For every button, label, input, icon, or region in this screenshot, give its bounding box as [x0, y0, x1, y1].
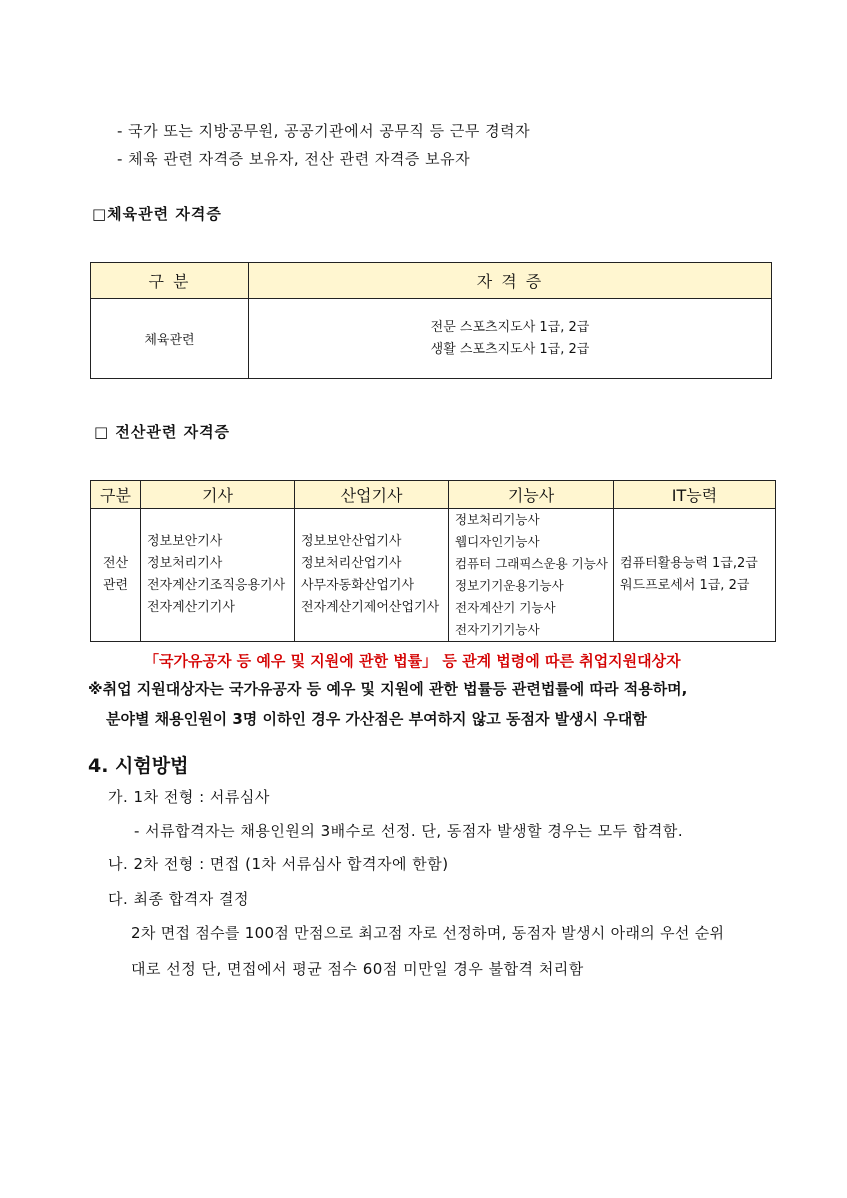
- it-header-it-ability: IT능력: [614, 481, 776, 509]
- sports-cert-list: [249, 299, 772, 379]
- notice-red-law: 「국가유공자 등 예우 및 지원에 관한 법률」 등 관계 법령에 따른 취업지원대상자: [144, 652, 681, 670]
- it-craftsman-item: 전자기기기능사: [455, 622, 540, 637]
- it-industrial-item: 정보처리산업기사: [301, 556, 402, 571]
- it-row-label-line: 전산: [102, 556, 129, 571]
- sports-col-cert-header: 자 격 증: [249, 263, 772, 299]
- exam-step-a-detail: - 서류합격자는 채용인원의 3배수로 선정. 단, 동점자 발생할 경우는 모두 합격함.: [134, 822, 684, 840]
- it-engineer-list: [141, 509, 295, 642]
- sports-row-label: 체육관련: [91, 299, 249, 379]
- exam-step-b: 나. 2차 전형 : 면접 (1차 서류심사 합격자에 한함): [108, 855, 449, 873]
- it-header-craftsman: 기능사: [449, 481, 614, 509]
- it-ability-item: 워드프로세서 1급, 2급: [620, 578, 750, 593]
- it-engineer-item: 전자계산기기사: [147, 600, 235, 615]
- sports-cert-table: [90, 262, 772, 379]
- it-cert-table: [90, 480, 776, 642]
- it-row-label: [91, 509, 141, 642]
- it-industrial-item: 전자계산기제어산업기사: [301, 600, 440, 615]
- section-4-title: 4. 시험방법: [88, 755, 189, 777]
- notice-line-1: ※취업 지원대상자는 국가유공자 등 예우 및 지원에 관한 법률등 관련법률에 따라 적용하며,: [88, 680, 688, 698]
- exam-step-c-detail-2: 대로 선정 단, 면접에서 평균 점수 60점 미만일 경우 불합격 처리함: [131, 960, 584, 978]
- bullet-public-service: - 국가 또는 지방공무원, 공공기관에서 공무직 등 근무 경력자: [117, 122, 531, 140]
- sports-cert-heading: □체육관련 자격증: [92, 205, 222, 223]
- it-industrial-list: [295, 509, 449, 642]
- it-craftsman-list: [449, 509, 614, 642]
- it-engineer-item: 정보보안기사: [147, 534, 223, 549]
- it-ability-item: 컴퓨터활용능력 1급,2급: [620, 556, 758, 571]
- it-header-engineer: 기사: [141, 481, 295, 509]
- sports-col-category-header: 구 분: [91, 263, 249, 299]
- it-craftsman-item: 정보처리기능사: [455, 512, 540, 527]
- it-engineer-item: 정보처리기사: [147, 556, 223, 571]
- it-engineer-item: 전자계산기조직응용기사: [147, 578, 286, 593]
- it-cert-heading: □ 전산관련 자격증: [94, 423, 231, 441]
- notice-line-2: 분야별 채용인원이 3명 이하인 경우 가산점은 부여하지 않고 동점자 발생시 우대함: [106, 710, 647, 728]
- it-row-label-line: 관련: [102, 578, 129, 593]
- exam-step-c-detail-1: 2차 면접 점수를 100점 만점으로 최고점 자로 선정하며, 동점자 발생시 아래의 우선 순위: [131, 924, 725, 942]
- it-craftsman-item: 전자계산기 기능사: [455, 600, 556, 615]
- sports-cert-item: 생활 스포츠지도사 1급, 2급: [430, 341, 590, 357]
- it-industrial-item: 사무자동화산업기사: [301, 578, 415, 593]
- it-craftsman-item: 컴퓨터 그래픽스운용 기능사: [455, 556, 608, 571]
- it-industrial-item: 정보보안산업기사: [301, 534, 402, 549]
- it-craftsman-item: 정보기기운용기능사: [455, 578, 564, 593]
- it-ability-list: [614, 509, 776, 642]
- sports-cert-item: 전문 스포츠지도사 1급, 2급: [430, 319, 590, 335]
- it-header-category: 구분: [91, 481, 141, 509]
- bullet-certificates: - 체육 관련 자격증 보유자, 전산 관련 자격증 보유자: [117, 150, 471, 168]
- exam-step-a: 가. 1차 전형 : 서류심사: [108, 788, 270, 806]
- exam-step-c: 다. 최종 합격자 결정: [108, 890, 249, 908]
- it-header-industrial: 산업기사: [295, 481, 449, 509]
- it-craftsman-item: 웹디자인기능사: [455, 534, 540, 549]
